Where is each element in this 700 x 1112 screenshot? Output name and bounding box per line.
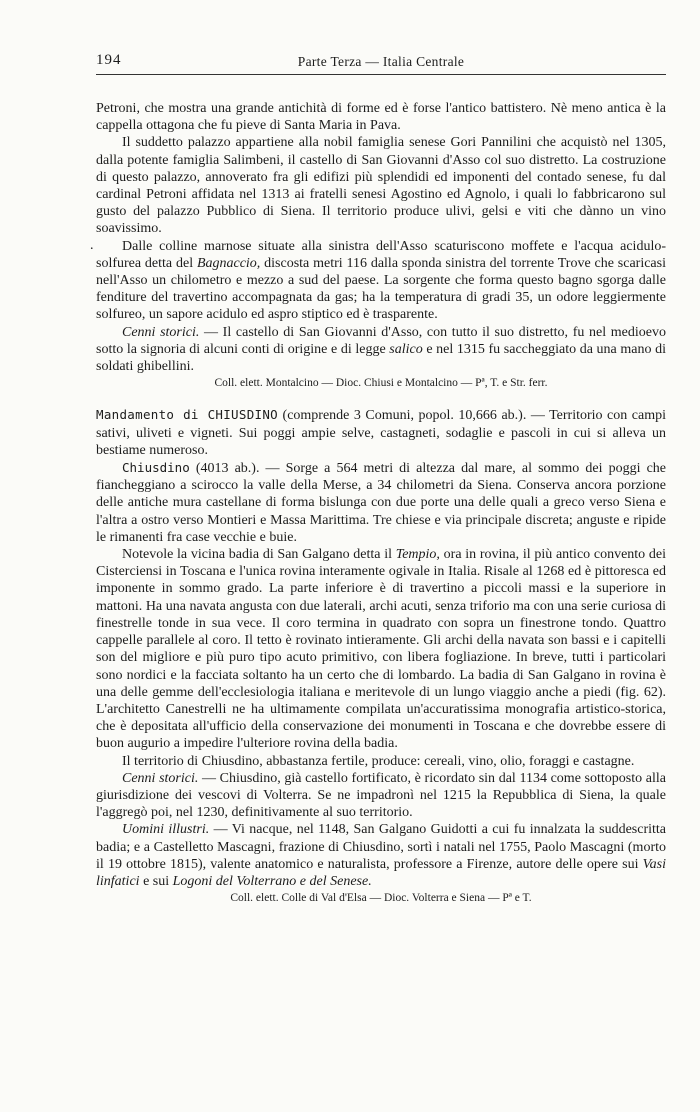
italic-run: salico xyxy=(389,341,423,357)
page-number: 194 xyxy=(96,52,122,68)
text-run: — Vi nacque, nel 1148, San Galgano Guidotti a cui fu innalzata la suddescritta badia; e a Castelletto Mascagni, frazione di Chiusdino, sortì i natali nel 1755, Paolo Mascagni (morto il 19 ottobre 1815), valente anatomico e naturalista, professore a Firenze, autore delle opere sui xyxy=(96,822,666,872)
paragraph-cenni-storici xyxy=(96,770,666,822)
margin-mark: . xyxy=(90,238,94,253)
page-body xyxy=(96,100,666,907)
text-run: Notevole la vicina badia di San Galgano detta il xyxy=(122,547,396,563)
italic-run: Bagnaccio, xyxy=(196,255,261,271)
mandamento-heading-paragraph xyxy=(96,406,666,459)
chiusdino-paragraph xyxy=(96,459,666,546)
mandamento-title: Mandamento di CHIUSDINO xyxy=(96,407,279,423)
italic-run: Logoni del Volterrano e del Senese. xyxy=(172,873,372,889)
italic-run: Cenni storici. xyxy=(122,770,199,786)
text-run: e sui xyxy=(139,873,173,889)
paragraph-3 xyxy=(96,238,666,324)
text-run: (4013 ab.). — Sorge a 564 metri di altezza dal mare, al sommo dei poggi che fiancheggiano a scirocco la valle della Merse, a 34 chilometri da Siena. Conserva ancora porzione delle antiche mura castellane di forma bislunga con due porte una delle quali a greco verso Siena e l'altra a ostro verso Montieri e Massa Marittima. Tre chiese e via principale discreta; anguste e ripide le rimanenti fra case vecchie e buie. xyxy=(96,461,666,545)
text-run: ora in rovina, il più antico convento dei Cisterciensi in Toscana e l'unica rovina interamente ogivale in Italia. Risale al 1268 ed è pittoresca ed imponente in sommo grado. La parte inferiore è di travertino a piccoli massi e la superiore in mattoni. Ha una navata angusta con due laterali, archi acuti, senza triforio ma con una serie curiosa di finestrelle tonde in sua vece. Il coro termina in quadrato con sopra un finestrone tondo. Quattro cappelle parallele al coro. Il tetto è rovinato intieramente. Gli archi della navata son bassi e i capitelli son del migliore e più puro tipo acuto primitivo, con libera fogliazione. In breve, tutti i particolari sono nordici e la facciata soltanto ha un certo che di lombardo. La badia di San Galgano in rovina è una delle gemme dell'ecclesiologia italiana e meritevole di un lungo viaggio anche a piedi (fig. 62). L'architetto Canestrelli ne ha ultimamente compilata un'accuratissima monografia artistico-storica, che è depositata all'ufficio della conservazione dei monumenti in Toscana e che dovrebbe essere di buon augurio a impedire l'ulteriore rovina della badia. xyxy=(96,547,667,752)
paragraph-1: Petroni, che mostra una grande antichità di forme ed è forse l'antico battistero. Nè meno antica è la cappella ottagona che fu pieve di Santa Maria in Pava. xyxy=(96,101,666,134)
collegio-note-2: Coll. elett. Colle di Val d'Elsa — Dioc. Volterra e Siena — Pª e T. xyxy=(230,892,532,905)
paragraph-badia xyxy=(96,546,666,752)
italic-run: Vasi linfatici xyxy=(96,856,666,889)
town-title: Chiusdino xyxy=(122,460,190,476)
text-run: e nel 1315 fu saccheggiato da una mano di soldati ghibellini. xyxy=(96,341,666,375)
text-run: Dalle colline marnose situate alla sinistra dell'Asso scaturiscono moffete e l'acqua acidulo-solfurea detta del xyxy=(96,238,666,271)
text-run: (comprende 3 Comuni, popol. 10,666 ab.). — Territorio con campi sativi, uliveti e vigneti. Sui poggi ampie selve, castagneti, sodaglie e pascoli in cui si alleva un bestiame numeroso. xyxy=(96,408,666,458)
page-header xyxy=(96,50,666,75)
running-title: Parte Terza — Italia Centrale xyxy=(297,54,465,69)
paragraph-uomini-illustri xyxy=(96,821,666,890)
italic-run: Tempio, xyxy=(395,547,440,563)
section-gap xyxy=(96,392,666,406)
text-run: — Chiusdino, già castello fortificato, è ricordato sin dal 1134 come sottoposto alla giurisdizione dei vescovi di Volterra. Se ne impadronì nel 1215 la Repubblica di Siena, la quale l'aggregò poi, nel 1230, definitivamente al suo territorio. xyxy=(96,770,666,821)
text-run: — Il castello di San Giovanni d'Asso, con tutto il suo distretto, fu nel medioevo sotto la signoria di alcuni conti di origine e di legge xyxy=(96,324,666,357)
paragraph-2: Il suddetto palazzo appartiene alla nobil famiglia senese Gori Pannilini che acquistò nel 1305, dalla potente famiglia Salimbeni, il castello di San Giovanni d'Asso col suo distretto. La costruzione di questo palazzo, annoverato fra gli edifizi più splendidi ed imponenti del contado senese, fu dal cardinal Petroni affidata nel 1313 ai fratelli senesi Agostino ed Agnolo, i quali lo fabbricarono sul gusto del palazzo Pubblico di Siena. Il territorio produce ulivi, gelsi e viti che dànno un vino soavissimo. xyxy=(96,135,666,237)
text-run: discosta metri 116 dalla sponda sinistra del torrente Trove che scaricasi nell'Asso un chilometro e mezzo a sud del paese. La sorgente che forma questo bagno sgorga dalle fenditure del travertino accompagnata da gas; ha la temperatura di gradi 35, un odore leggiermente solfureo, un sapore acidulo ed aspro stiptico ed è trasparente. xyxy=(96,255,666,323)
italic-run: Uomini illustri. xyxy=(122,822,210,838)
paragraph-4 xyxy=(96,324,666,376)
collegio-note-1: Coll. elett. Montalcino — Dioc. Chiusi e Montalcino — Pª, T. e Str. ferr. xyxy=(214,377,548,390)
italic-run: Cenni storici. xyxy=(122,324,200,340)
paragraph-territorio: Il territorio di Chiusdino, abbastanza fertile, produce: cereali, vino, olio, foraggi e castagne. xyxy=(122,753,635,769)
